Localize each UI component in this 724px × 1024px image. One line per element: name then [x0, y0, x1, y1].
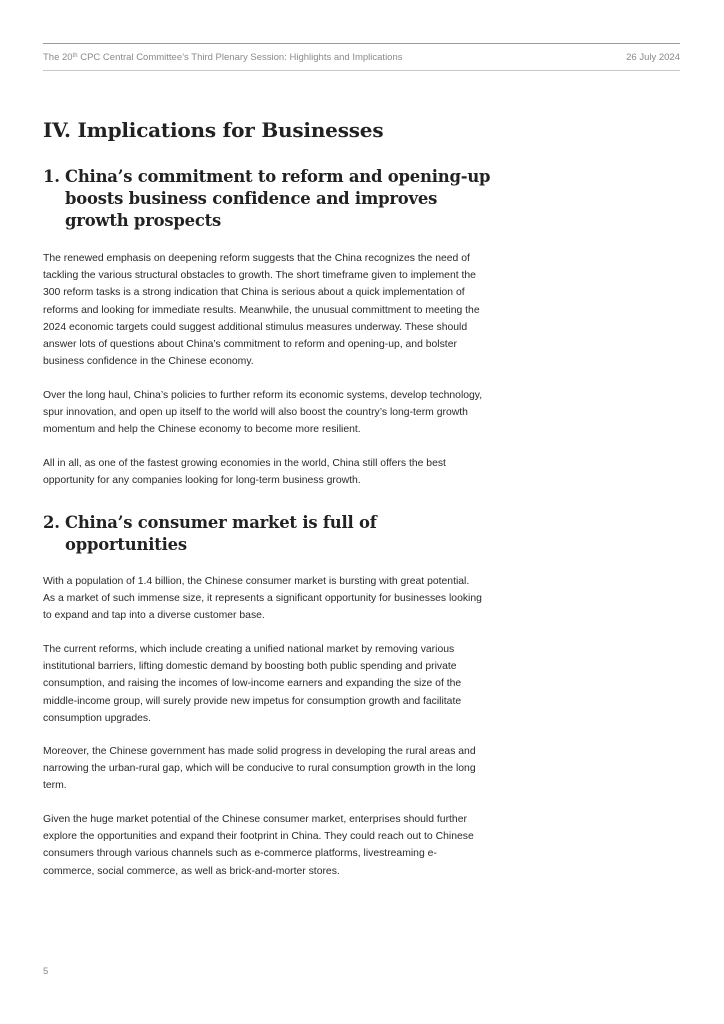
subsection-heading-2 — [43, 512, 503, 556]
paragraph: Over the long haul, China’s policies to further reform its economic systems, develop technology, spur innovation, and open up itself to the world will also boost the country’s long-term growth momentum and help the Chinese economy to become more resilient. — [43, 390, 483, 436]
paragraph: With a population of 1.4 billion, the Chinese consumer market is bursting with great potential. As a market of such immense size, it represents a significant opportunity for businesses looking to expand and tap into a diverse customer base. — [43, 576, 482, 622]
header-title-post: CPC Central Committee’s Third Plenary Session: Highlights and Implications — [77, 52, 403, 63]
header-top-rule — [43, 43, 680, 44]
section-title: IV. Implications for Businesses — [43, 118, 384, 142]
subsection-heading-1 — [43, 166, 503, 232]
paragraph: The renewed emphasis on deepening reform suggests that the China recognizes the need of tackling the various structural obstacles to growth. The short timeframe given to implement the 300 reform tasks is a strong indication that China is serious about a quick implementation of reforms and looking for immediate results. Meanwhile, the unusual committment to meeting the 2024 economic targets could suggest additional stimulus measures underway. These should answer lots of questions about China’s commitment to reform and opening-up, and bolster business confidence in the Chinese economy. — [43, 253, 480, 368]
subsection-title: China’s commitment to reform and opening-up boosts business confidence and improves growth prospects — [65, 167, 491, 230]
page-number: 5 — [43, 966, 49, 977]
subsection-number: 2. — [43, 513, 60, 532]
header-date: 26 July 2024 — [626, 52, 680, 63]
header-title-sup: th — [72, 53, 78, 59]
subsection-number: 1. — [43, 167, 60, 186]
paragraph: The current reforms, which include creating a unified national market by removing various institutional barriers, lifting domestic demand by boosting both public spending and private consumption, and raising the incomes of low-income earners and expanding the size of the middle-income group, will surely provide new impetus for consumption growth and facilitate consumption upgrades. — [43, 644, 462, 724]
paragraph: Moreover, the Chinese government has made solid progress in developing the rural areas and narrowing the urban-rural gap, which will be conducive to rural consumption growth in the long term. — [43, 746, 476, 792]
paragraph: Given the huge market potential of the Chinese consumer market, enterprises should further explore the opportunities and expand their footprint in China. They could reach out to Chinese consumers through various channels such as e-commerce platforms, livestreaming e-commerce, social commerce, as well as brick-and-morter stores. — [43, 814, 474, 877]
header-bottom-rule — [43, 70, 680, 71]
paragraph: All in all, as one of the fastest growing economies in the world, China still offers the best opportunity for any companies looking for long-term business growth. — [43, 458, 446, 487]
subsection-title: China’s consumer market is full of opportunities — [65, 513, 377, 554]
running-header-title — [43, 52, 403, 63]
header-title-pre: The 20 — [43, 52, 73, 63]
